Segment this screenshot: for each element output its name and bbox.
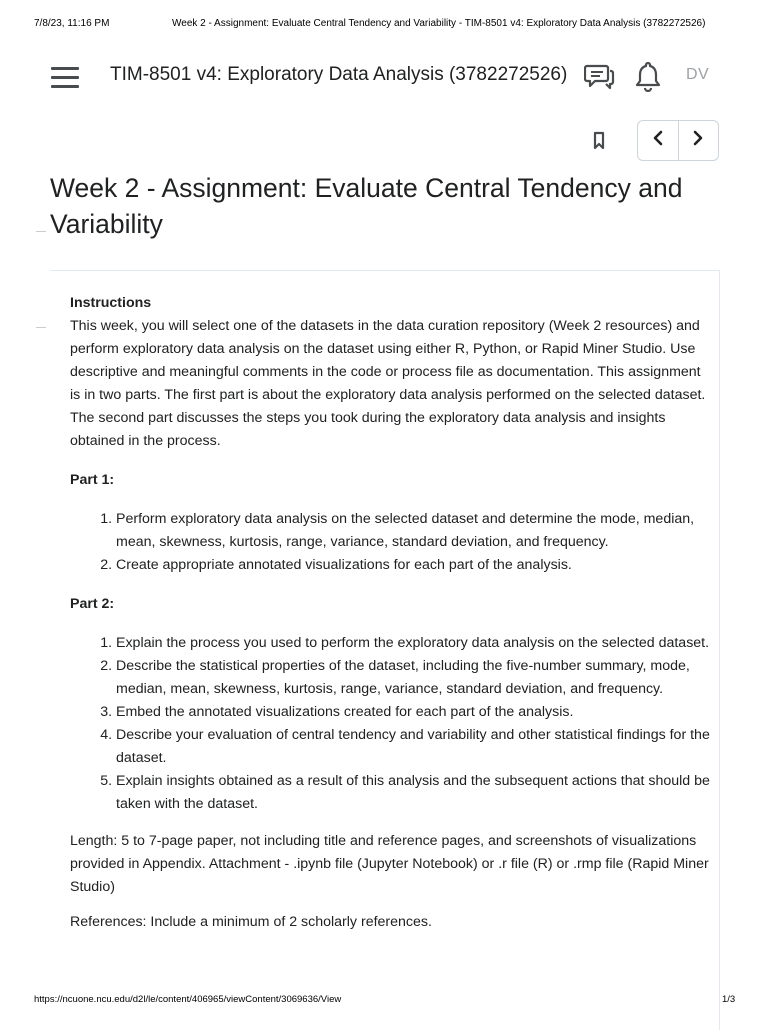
list-item: 1. Explain the process you used to perform the exploratory data analysis on the selected dataset. <box>116 632 710 655</box>
length-requirement: Length: 5 to 7-page paper, not including title and reference pages, and screenshots of visualizations provided in Appendix. Attachment - .ipynb file (Jupyter Notebook) or .r file (R) or .rmp file (Rapid Miner Studio) <box>70 833 709 895</box>
print-doc-title: Week 2 - Assignment: Evaluate Central Tendency and Variability - TIM-8501 v4: Exploratory Data Analysis (3782272526) <box>172 18 706 29</box>
instructions-heading: Instructions <box>70 295 152 311</box>
part2-heading: Part 2: <box>70 596 115 612</box>
instructions-intro: This week, you will select one of the datasets in the data curation repository (Week 2 resources) and perform exploratory data analysis on the dataset using either R, Python, or Rapid Miner Studio. Use descriptive and meaningful comments in the code or process file as documentation. This assignment is in two parts. The first part is about the exploratory data analysis performed on the selected dataset. The second part discusses the steps you took during the exploratory data analysis and insights obtained in the process. <box>70 318 706 449</box>
chat-icon[interactable] <box>584 62 616 92</box>
list-item: 2. Describe the statistical properties of the dataset, including the five-number summary, mode, median, mean, skewness, kurtosis, range, variance, standard deviation, and frequency. <box>116 655 710 701</box>
list-item: 5. Explain insights obtained as a result of this analysis and the subsequent actions that should be taken with the dataset. <box>116 770 710 816</box>
list-item: 2. Create appropriate annotated visualizations for each part of the analysis. <box>116 554 710 577</box>
bell-icon[interactable] <box>634 60 662 92</box>
course-title[interactable]: TIM-8501 v4: Exploratory Data Analysis (3782272526) <box>110 64 568 85</box>
page-title: Week 2 - Assignment: Evaluate Central Tendency and Variability <box>50 173 683 239</box>
instructions-body <box>70 292 710 934</box>
divider <box>36 327 46 328</box>
chevron-right-icon <box>692 130 704 151</box>
topic-navigation <box>637 120 719 161</box>
part2-list <box>70 632 710 816</box>
menu-icon[interactable] <box>51 67 79 89</box>
list-item: 4. Describe your evaluation of central tendency and variability and other statistical findings for the dataset. <box>116 724 710 770</box>
list-item: 1. Perform exploratory data analysis on the selected dataset and determine the mode, median, mean, skewness, kurtosis, range, variance, standard deviation, and frequency. <box>116 508 710 554</box>
avatar[interactable]: DV <box>686 66 710 83</box>
print-url: https://ncuone.ncu.edu/d2l/le/content/406965/viewContent/3069636/View <box>34 994 342 1005</box>
print-page-number: 1/3 <box>722 994 736 1005</box>
next-topic-button[interactable] <box>678 121 719 160</box>
bookmark-icon[interactable] <box>592 131 606 151</box>
part1-heading: Part 1: <box>70 472 115 488</box>
chevron-left-icon <box>652 130 664 151</box>
print-date: 7/8/23, 11:16 PM <box>34 18 110 29</box>
divider <box>36 231 46 232</box>
previous-topic-button[interactable] <box>638 121 678 160</box>
part1-list <box>70 508 710 577</box>
references-requirement: References: Include a minimum of 2 scholarly references. <box>70 914 432 930</box>
list-item: 3. Embed the annotated visualizations created for each part of the analysis. <box>116 701 710 724</box>
